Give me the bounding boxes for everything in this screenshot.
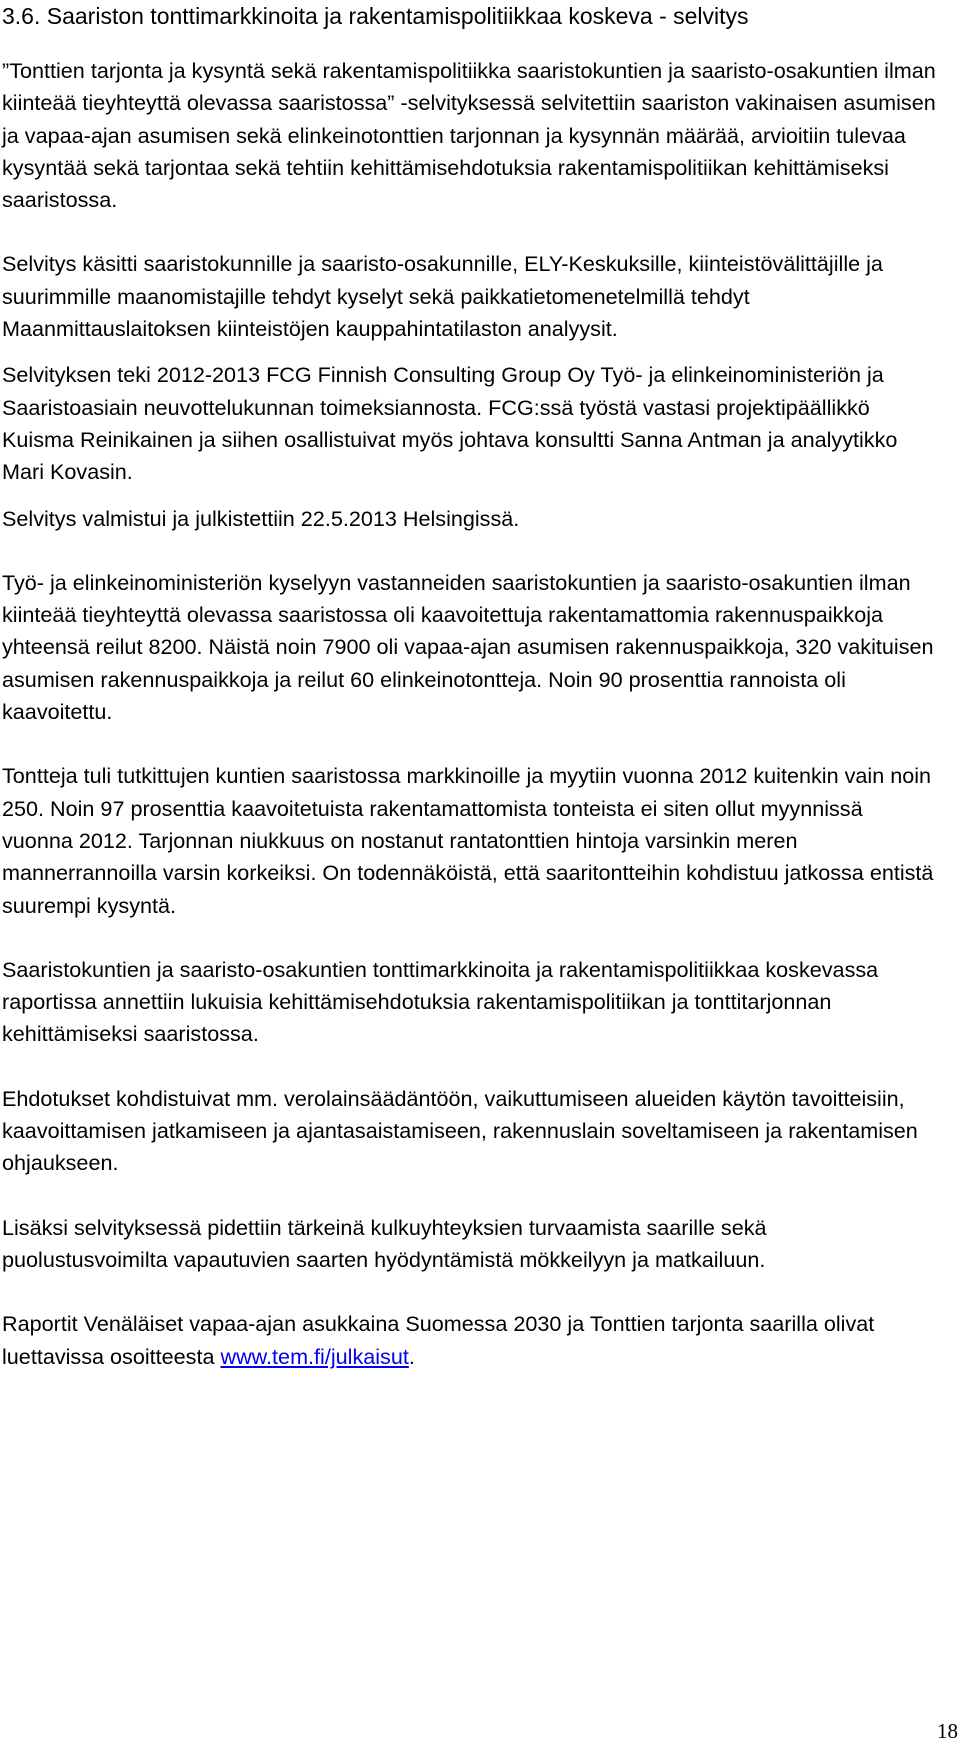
- paragraph-proposals: Saaristokuntien ja saaristo-osakuntien tonttimarkkinoita ja rakentamispolitiikkaa koskevassa raportissa annettiin lukuisia kehittämisehdotuksia rakentamispolitiikan ja tonttitarjonnan kehittämiseksi saaristossa.: [2, 956, 879, 1047]
- paragraph-reports-link: [2, 1308, 937, 1373]
- page-number: 18: [937, 1719, 958, 1743]
- document-body: [2, 55, 937, 1373]
- paragraph-study-authors: Selvityksen teki 2012-2013 FCG Finnish Consulting Group Oy Työ- ja elinkeinoministeriön ja Saaristoasiain neuvottelukunnan toimeksiannosta. FCG:ssä työstä vastasi projektipäällikkö Kuisma Reinikainen ja siihen osallistuivat myös johtava konsultti Sanna Antman ja analyytikko Mari Kovasin.: [2, 362, 898, 485]
- publications-link[interactable]: www.tem.fi/julkaisut: [220, 1343, 409, 1369]
- paragraph-study-published: Selvitys valmistui ja julkistettiin 22.5.2013 Helsingissä.: [2, 505, 520, 531]
- paragraph-market-summary: Tontteja tuli tutkittujen kuntien saaristossa markkinoille ja myytiin vuonna 2012 kuitenkin vain noin 250. Noin 97 prosenttia kaavoitetuista rakentamattomista tonteista ei siten ollut myynnissä vuonna 2012. Tarjonnan niukkuus on nostanut rantatonttien hintoja varsinkin meren mannerrannoilla varsin korkeiksi. On todennäköistä, että saaritontteihin kohdistuu jatkossa entistä suurempi kysyntä.: [2, 763, 934, 918]
- paragraph-plots-summary: Työ- ja elinkeinoministeriön kyselyyn vastanneiden saaristokuntien ja saaristo-osakuntien ilman kiinteää tieyhteyttä olevassa saaristossa oli kaavoitettuja rakentamattomia rakennuspaikkoja yhteensä reilut 8200. Näistä noin 7900 oli vapaa-ajan asumisen rakennuspaikkoja, 320 vakituisen asumisen rakennuspaikkoja ja reilut 60 elinkeinotontteja. Noin 90 prosenttia rannoista oli kaavoitettu.: [2, 569, 934, 725]
- paragraph-proposal-targets: Ehdotukset kohdistuivat mm. verolainsäädäntöön, vaikuttumiseen alueiden käytön tavoitteisiin, kaavoittamisen jatkamiseen ja ajantasaistamiseen, rakennuslain soveltamiseen ja rakentamisen ohjaukseen.: [2, 1085, 918, 1176]
- section-heading: 3.6. Saariston tonttimarkkinoita ja rakentamispolitiikkaa koskeva - selvitys: [2, 3, 749, 29]
- reports-text-end: .: [408, 1343, 415, 1369]
- paragraph-study-intro: ”Tonttien tarjonta ja kysyntä sekä rakentamispolitiikka saaristokuntien ja saaristo-osakuntien ilman kiinteää tieyhteyttä olevassa saaristossa” -selvityksessä selvitettiin saariston vakinaisen asumisen ja vapaa-ajan asumisen sekä elinkeinotonttien tarjonnan ja kysynnän määrää, arvioitiin tulevaa kysyntää sekä tarjontaa sekä tehtiin kehittämisehdotuksia rakentamispolitiikan kehittämiseksi saaristossa.: [2, 58, 936, 213]
- paragraph-connections: Lisäksi selvityksessä pidettiin tärkeinä kulkuyhteyksien turvaamista saarille sekä puolustusvoimilta vapautuvien saarten hyödyntämistä mökkeilyyn ja matkailuun.: [2, 1214, 767, 1272]
- paragraph-study-scope: Selvitys käsitti saaristokunnille ja saaristo-osakunnille, ELY-Keskuksille, kiinteistövälittäjille ja suurimmille maanomistajille tehdyt kyselyt sekä paikkatietomenetelmillä tehdyt Maanmittauslaitoksen kiinteistöjen kauppahintatilaston analyysit.: [2, 251, 883, 342]
- reports-text: Raportit Venäläiset vapaa-ajan asukkaina Suomessa 2030 ja Tonttien tarjonta saarilla olivat luettavissa osoitteesta: [2, 1311, 875, 1369]
